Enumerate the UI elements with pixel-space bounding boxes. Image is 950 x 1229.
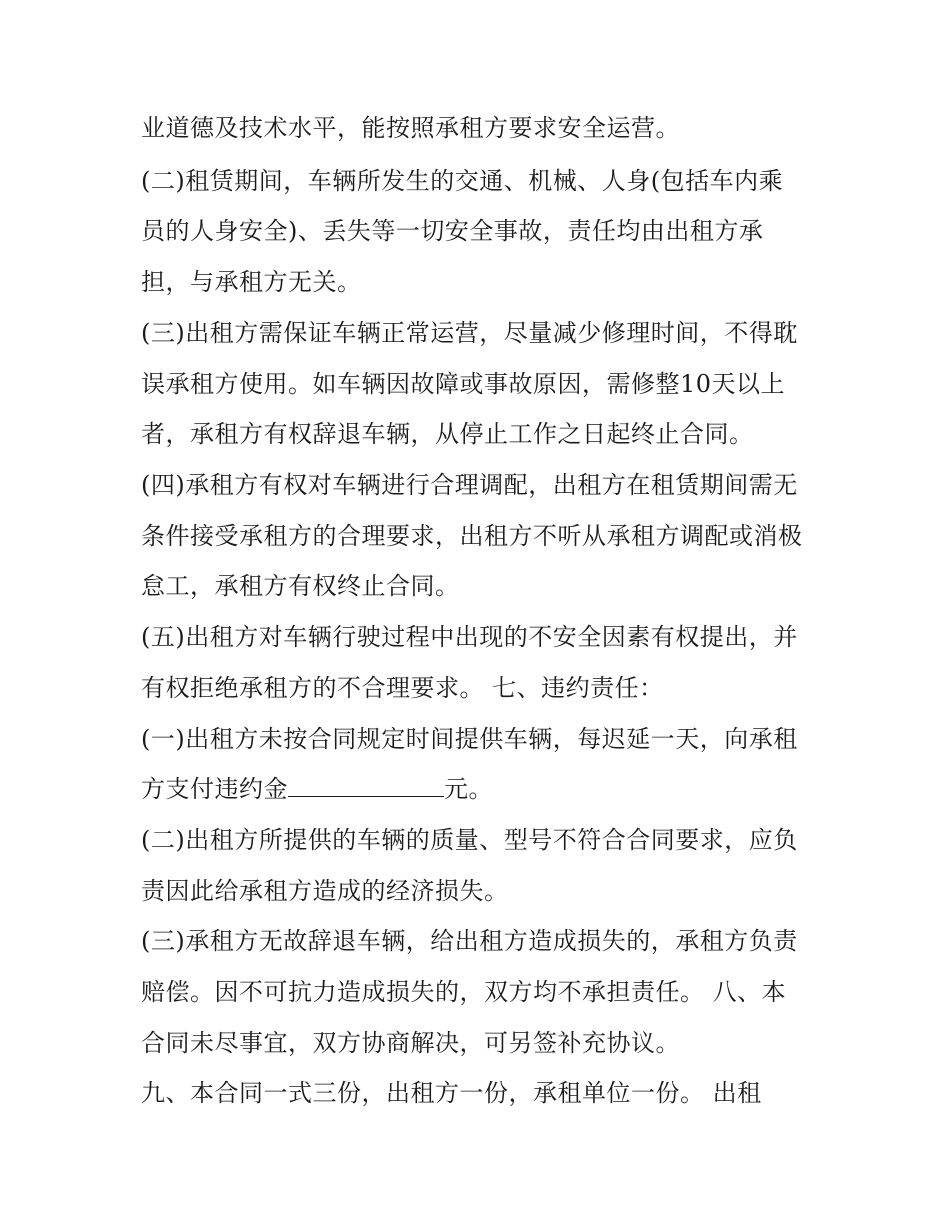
text-line: 业道德及技术水平，能按照承租方要求安全运营。 [141,114,680,142]
text-line: 赔偿。因不可抗力造成损失的，双方均不承担责任。 八、本 [141,978,787,1006]
fill-in-blank [288,776,444,797]
text-line: (二)出租方所提供的车辆的质量、型号不符合合同要求，应负 [141,826,798,854]
text-line: 误承租方使用。如车辆因故障或事故原因，需修整10天以上 [141,370,786,398]
text-line: 条件接受承租方的合理要求，出租方不听从承租方调配或消极 [141,522,803,550]
text-line: (二)租赁期间，车辆所发生的交通、机械、人身(包括车内乘 [141,167,784,195]
text-line: 九、本合同一式三份，出租方一份，承租单位一份。 出租 [141,1079,762,1107]
text-line: (五)出租方对车辆行驶过程中出现的不安全因素有权提出，并 [141,623,798,651]
text-line: 责因此给承租方造成的经济损失。 [141,877,509,905]
text-line: 有权拒绝承租方的不合理要求。 七、违约责任： [141,674,664,702]
text-line: (三)承租方无故辞退车辆，给出租方造成损失的，承租方负责 [141,927,798,955]
text-line: 者，承租方有权辞退车辆，从停止工作之日起终止合同。 [141,420,754,448]
text-line: 合同未尽事宜，双方协商解决，可另签补充协议。 [141,1029,680,1057]
text-line: (三)出租方需保证车辆正常运营，尽量减少修理时间，不得耽 [141,319,798,347]
text-line-with-blank [141,773,493,805]
text-line: 担，与承租方无关。 [141,268,362,296]
text-line: (一)出租方未按合同规定时间提供车辆，每迟延一天，向承租 [141,725,798,753]
text-line: 怠工，承租方有权终止合同。 [141,572,460,600]
text-segment: 元。 [444,775,493,803]
text-line: (四)承租方有权对车辆进行合理调配，出租方在租赁期间需无 [141,471,798,499]
text-segment: 方支付违约金 [141,775,288,803]
text-line: 员的人身安全)、丢失等一切安全事故，责任均由出租方承 [141,217,764,245]
